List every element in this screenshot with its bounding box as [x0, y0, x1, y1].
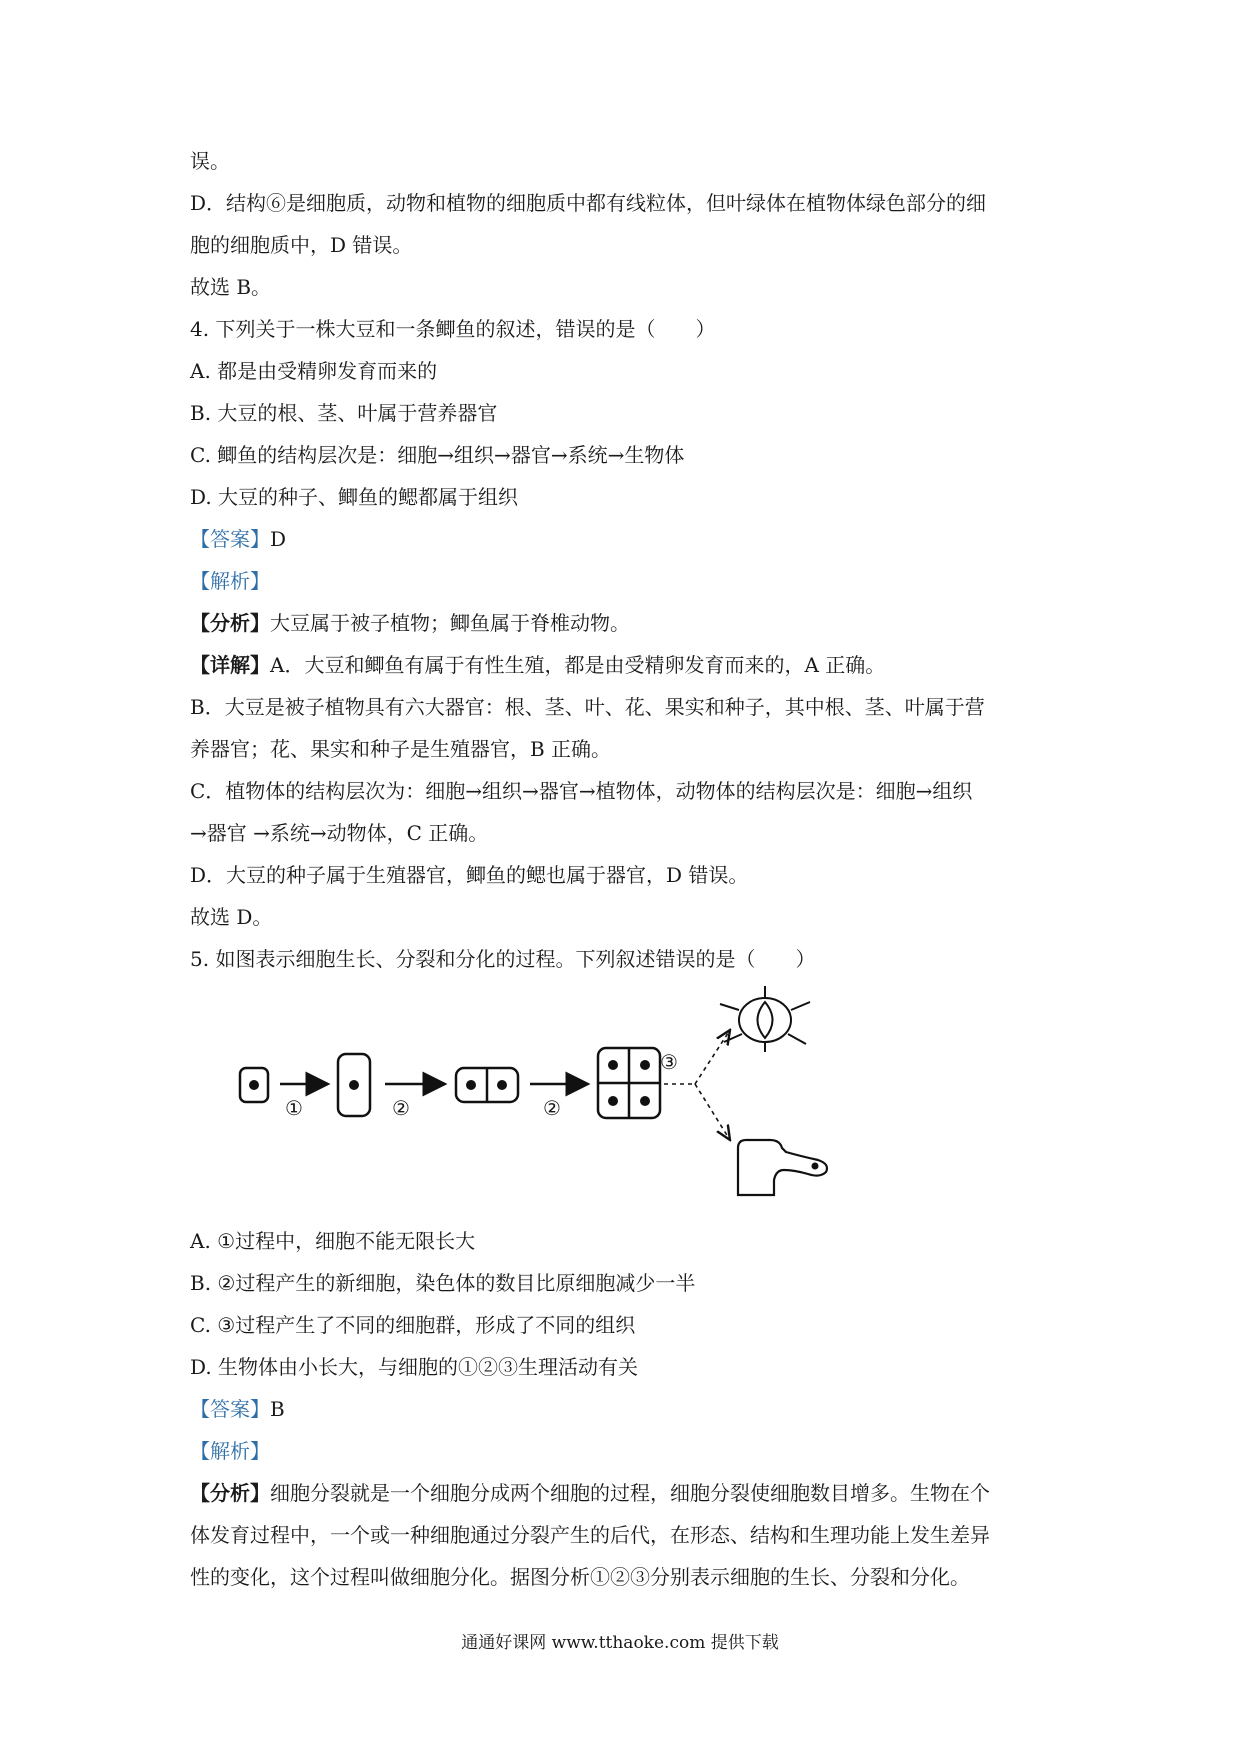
step-1-label: ①	[285, 1096, 303, 1120]
cell-process-figure	[190, 980, 1070, 1220]
answer-value: D	[270, 527, 287, 551]
text-line: 养器官；花、果实和种子是生殖器官，B 正确。	[190, 737, 612, 761]
differentiated-cell-a	[720, 986, 810, 1052]
text-line: →器官 →系统→动物体，C 正确。	[190, 821, 489, 845]
question-5-option-a: A. ①过程中，细胞不能无限长大	[190, 1229, 476, 1253]
question-5-fenxi	[190, 1472, 1070, 1514]
text-line: 胞的细胞质中，D 错误。	[190, 233, 413, 257]
document-body	[190, 140, 1070, 1598]
page-footer: 通通好课网 www.tthaoke.com 提供下载	[461, 1633, 779, 1653]
question-4-option-a: A. 都是由受精卵发育而来的	[190, 359, 438, 383]
question-5-option-d: D. 生物体由小长大，与细胞的①②③生理活动有关	[190, 1355, 639, 1379]
text-line: 故选 D。	[190, 905, 273, 929]
question-4-stem: 4. 下列关于一株大豆和一条鲫鱼的叙述，错误的是（ ）	[190, 317, 716, 341]
question-4-fenxi	[190, 602, 1070, 644]
step-2-label: ②	[392, 1096, 410, 1120]
fenxi-text: 细胞分裂就是一个细胞分成两个细胞的过程，细胞分裂使细胞数目增多。生物在个	[270, 1481, 990, 1505]
answer-value: B	[270, 1397, 285, 1421]
question-4-option-d: D. 大豆的种子、鲫鱼的鳃都属于组织	[190, 485, 519, 509]
question-5-option-b: B. ②过程产生的新细胞，染色体的数目比原细胞减少一半	[190, 1271, 696, 1295]
text-line: C．植物体的结构层次为：细胞→组织→器官→植物体，动物体的结构层次是：细胞→组织	[190, 779, 973, 803]
fenxi-tag: 【分析】	[190, 611, 270, 635]
step-2-label: ②	[543, 1096, 561, 1120]
text-line: 体发育过程中，一个或一种细胞通过分裂产生的后代，在形态、结构和生理功能上发生差异	[190, 1523, 990, 1547]
question-4-answer	[190, 518, 1070, 560]
question-5-option-c: C. ③过程产生了不同的细胞群，形成了不同的组织	[190, 1313, 636, 1337]
question-4-option-b: B. 大豆的根、茎、叶属于营养器官	[190, 401, 498, 425]
text-line: D．结构⑥是细胞质，动物和植物的细胞质中都有线粒体，但叶绿体在植物体绿色部分的细	[190, 191, 987, 215]
question-4-analysis	[190, 560, 1070, 602]
question-5-analysis	[190, 1430, 1070, 1472]
question-5-stem: 5. 如图表示细胞生长、分裂和分化的过程。下列叙述错误的是（ ）	[190, 947, 816, 971]
xiangjie-text: A．大豆和鲫鱼有属于有性生殖，都是由受精卵发育而来的，A 正确。	[270, 653, 886, 677]
question-4-xiangjie	[190, 644, 1070, 686]
text-line: B．大豆是被子植物具有六大器官：根、茎、叶、花、果实和种子，其中根、茎、叶属于营	[190, 695, 985, 719]
question-5-answer	[190, 1388, 1070, 1430]
fenxi-text: 大豆属于被子植物；鲫鱼属于脊椎动物。	[270, 611, 630, 635]
step-3-label: ③	[660, 1050, 678, 1074]
cell-diagram	[190, 980, 1070, 1220]
text-line: 性的变化，这个过程叫做细胞分化。据图分析①②③分别表示细胞的生长、分裂和分化。	[190, 1565, 970, 1589]
text-line: 故选 B。	[190, 275, 272, 299]
analysis-tag: 【解析】	[190, 1439, 270, 1463]
xiangjie-tag: 【详解】	[190, 653, 270, 677]
text-line: D．大豆的种子属于生殖器官，鲫鱼的鳃也属于器官，D 错误。	[190, 863, 749, 887]
analysis-tag: 【解析】	[190, 569, 270, 593]
question-4-option-c: C. 鲫鱼的结构层次是：细胞→组织→器官→系统→生物体	[190, 443, 685, 467]
answer-tag: 【答案】	[190, 1397, 270, 1421]
answer-tag: 【答案】	[190, 527, 270, 551]
fenxi-tag: 【分析】	[190, 1481, 270, 1505]
text-line: 误。	[190, 149, 230, 173]
